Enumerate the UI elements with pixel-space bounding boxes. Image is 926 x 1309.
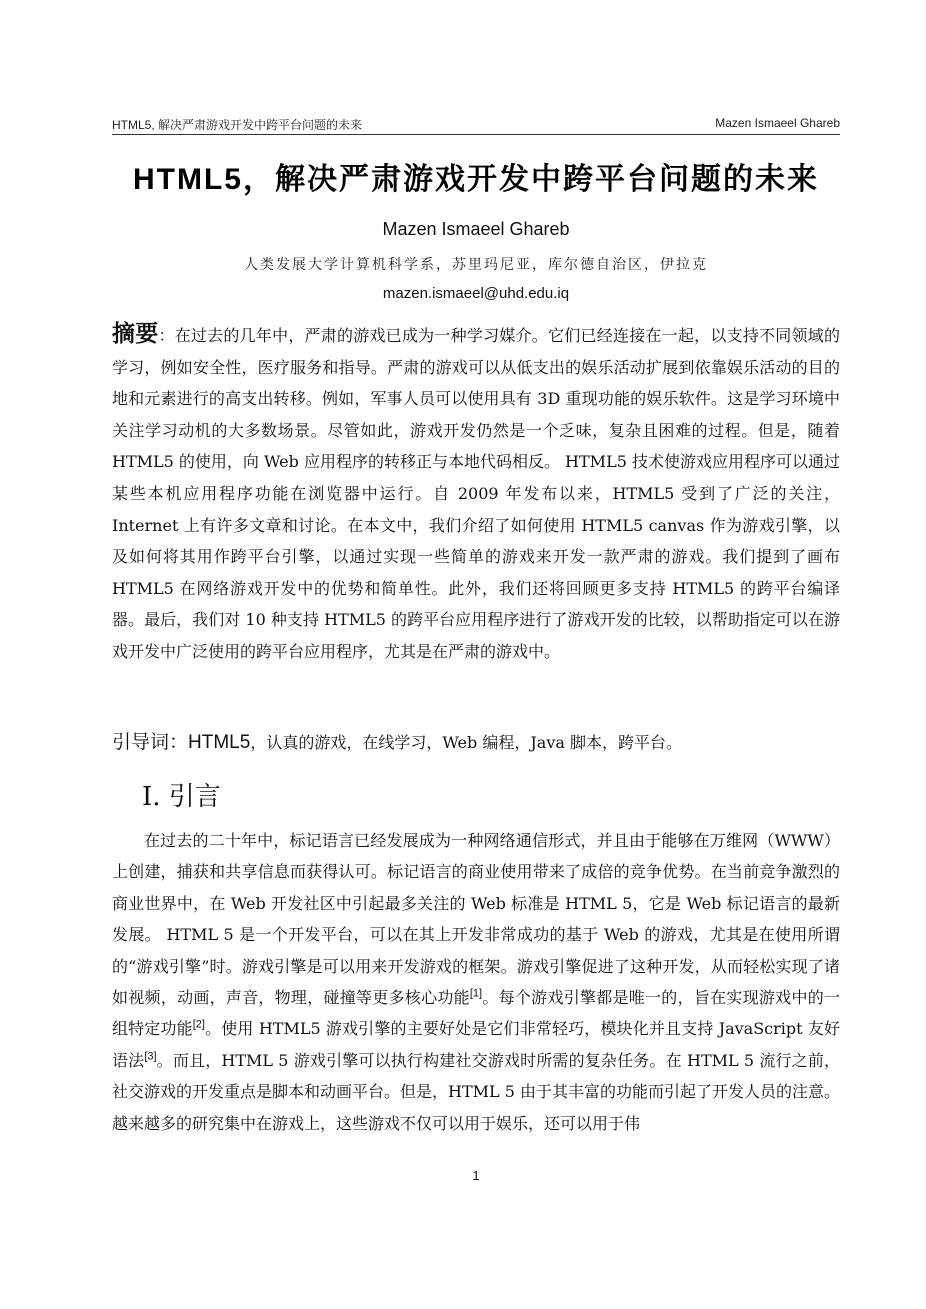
keywords [112, 727, 840, 759]
keyword-item: 跨平台 [618, 733, 667, 752]
running-head-author: Mazen Ismaeel Ghareb [715, 116, 840, 130]
keyword-separator: ， [601, 733, 618, 752]
author-email: mazen.ismaeel@uhd.edu.iq [382, 285, 570, 302]
intro-text-1: 在过去的二十年中，标记语言已经发展成为一种网络通信形式，并且由于能够在万维网（WWW）上创建，捕获和共享信息而获得认可。标记语言的商业使用带来了成倍的竞争优势。在当前竞争激烈的商业世界中，在 Web 开发社区中引起最多关注的 Web 标准是 HTML 5，它是 Web 标记语言的最新发展。 HTML 5 是一个开发平台，可以在其上开发非常成功的基于 Web 的游戏，尤其是在使用所谓的“游戏引擎”时。游戏引擎是可以用来开发游戏的框架。游戏引擎促进了这种开发，从而轻松实现了诸如视频，动画，声音，物理，碰撞等更多核心功能 [112, 831, 840, 1008]
intro-text-4: 。而且，HTML 5 游戏引擎可以执行构建社交游戏时所需的复杂任务。在 HTML 5 流行之前，社交游戏的开发重点是脚本和动画平台。但是，HTML 5 由于其丰富的功能而引起了开发人员的注意。越来越多的研究集中在游戏上，这些游戏不仅可以用于娱乐，还可以用于伟 [112, 1050, 840, 1133]
citation-2: [2] [192, 1019, 205, 1032]
intro-text-2: 。每个游戏引擎都是唯一的，旨在实现游戏中的一组特定功能 [112, 988, 840, 1039]
citation-1: [1] [469, 987, 483, 1000]
section-heading-introduction: I. 引言 [142, 782, 221, 812]
keyword-separator: ， [426, 733, 443, 752]
introduction-body [112, 825, 840, 1139]
paper-title: HTML5，解决严肃游戏开发中跨平台问题的未来 [133, 163, 819, 196]
header-rule [112, 134, 840, 135]
keyword-item: HTML5 [188, 732, 251, 753]
keyword-separator: ， [250, 733, 267, 752]
author-name: Mazen Ismaeel Ghareb [382, 219, 570, 239]
citation-3: [3] [144, 1050, 157, 1063]
keyword-item: 在线学习 [362, 733, 427, 752]
keyword-item: 认真的游戏 [266, 733, 347, 752]
abstract-separator: ： [158, 326, 175, 345]
keyword-terminator: 。 [666, 733, 683, 752]
keyword-separator: ， [514, 733, 531, 752]
author-affiliation: 人类发展大学计算机科学系，苏里玛尼亚，库尔德自治区，伊拉克 [244, 257, 708, 273]
page-number: 1 [472, 1168, 480, 1183]
keyword-item: Java 脚本 [530, 733, 602, 752]
abstract-label: 摘要 [112, 320, 159, 347]
intro-text-3: 。使用 HTML5 游戏引擎的主要好处是它们非常轻巧，模块化并且支持 JavaScript 友好语法 [112, 1019, 840, 1070]
abstract-text: 在过去的几年中，严肃的游戏已成为一种学习媒介。它们已经连接在一起，以支持不同领域的学习，例如安全性，医疗服务和指导。严肃的游戏可以从低支出的娱乐活动扩展到依靠娱乐活动的目的地和元素进行的高支出转移。例如，军事人员可以使用具有 3D 重现功能的娱乐软件。这是学习环境中关注学习动机的大多数场景。尽管如此，游戏开发仍然是一个乏味，复杂且困难的过程。但是，随着 HTML5 的使用，向 Web 应用程序的转移正与本地代码相反。 HTML5 技术使游戏应用程序可以通过某些本机应用程序功能在浏览器中运行。自 2009 年发布以来，HTML5 受到了广泛的关注，Internet 上有许多文章和讨论。在本文中，我们介绍了如何使用 HTML5 canvas 作为游戏引擎，以及如何将其用作跨平台引擎，以通过实现一些简单的游戏来开发一款严肃的游戏。我们提到了画布 HTML5 在网络游戏开发中的优势和简单性。此外，我们还将回顾更多支持 HTML5 的跨平台编译器。最后，我们对 10 种支持 HTML5 的跨平台应用程序进行了游戏开发的比较，以帮助指定可以在游戏开发中广泛使用的跨平台应用程序，尤其是在严肃的游戏中。 [112, 326, 840, 661]
keyword-item: Web 编程 [442, 733, 515, 752]
abstract [112, 318, 840, 668]
introduction-paragraph [112, 825, 840, 1139]
keywords-label: 引导词： [112, 732, 189, 753]
running-head-title: HTML5, 解决严肃游戏开发中跨平台问题的未来 [112, 118, 363, 132]
keyword-separator: ， [346, 733, 363, 752]
